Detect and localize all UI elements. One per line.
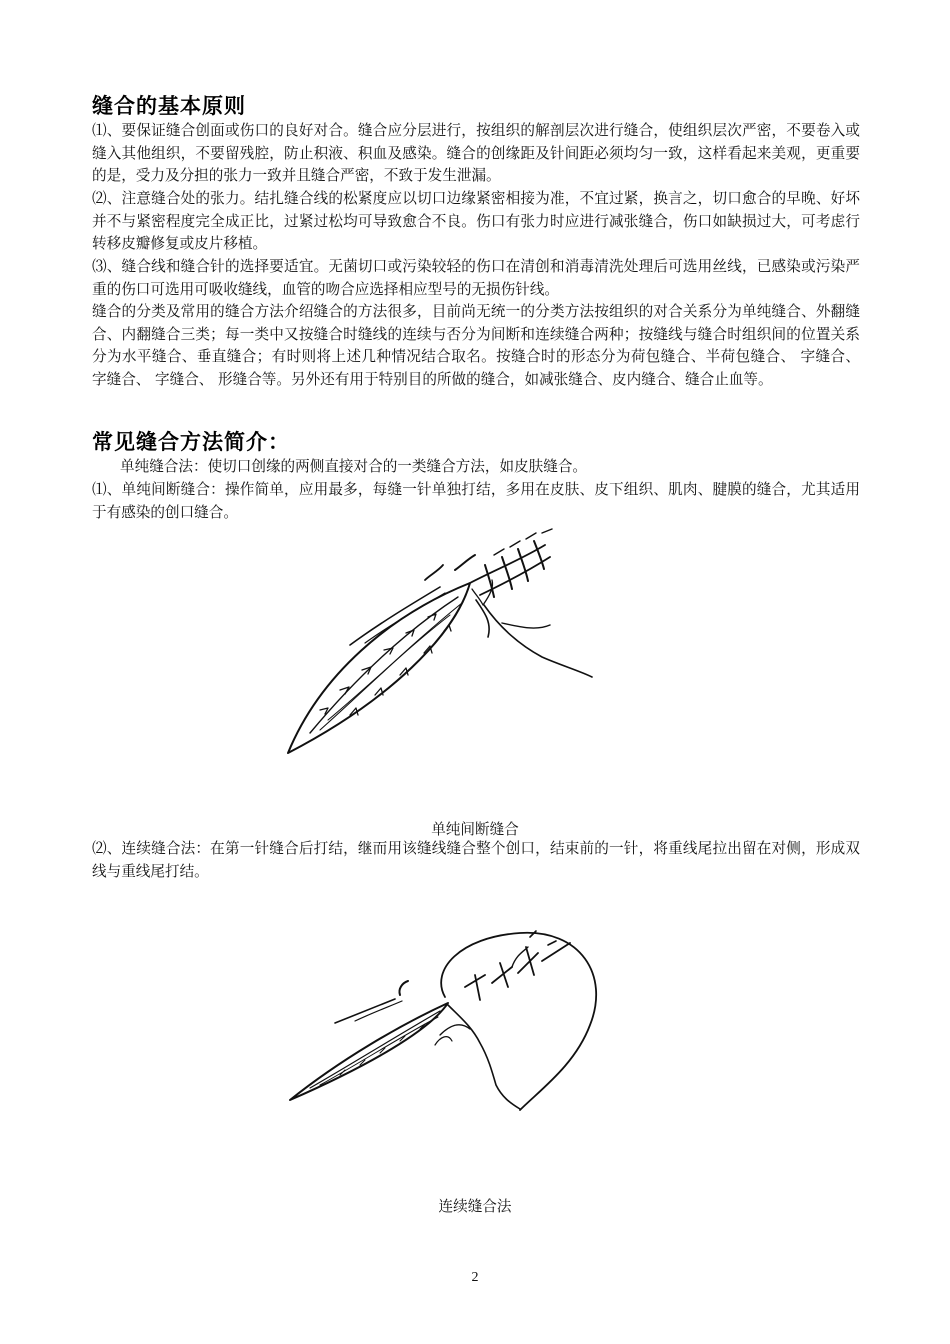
paragraph-continuous-suture: ⑵、连续缝合法：在第一针缝合后打结，继而用该缝线缝合整个创口，结束前的一针，将重线尾拉出留在对侧，形成双线与重线尾打结。 [92, 840, 860, 880]
paragraph-principle-2: ⑵、注意缝合处的张力。结扎缝合线的松紧度应以切口边缘紧密相接为准，不宜过紧，换言之，切口愈合的早晚、好坏并不与紧密程度完全成正比，过紧过松均可导致愈合不良。伤口有张力时应进行减张缝合，伤口如缺损过大，可考虑行转移皮瓣修复或皮片移植。 [92, 190, 860, 253]
paragraph-principle-1: ⑴、要保证缝合创面或伤口的良好对合。缝合应分层进行，按组织的解剖层次进行缝合，使组织层次严密，不要卷入或缝入其他组织，不要留残腔，防止积液、积血及感染。缝合的创缘距及针间距必须均匀一致，这样看起来美观，更重要的是，受力及分担的张力一致并且缝合严密，不致于发生泄漏。 [92, 122, 860, 185]
figure-caption-interrupted: 单纯间断缝合 [431, 821, 519, 838]
paragraph-principle-3: ⑶、缝合线和缝合针的选择要适宜。无菌切口或污染较轻的伤口在清创和消毒清洗处理后可选用丝线，已感染或污染严重的伤口可选用可吸收缝线，血管的吻合应选择相应型号的无损伤针线。 [92, 258, 860, 298]
paragraph-classification: 缝合的分类及常用的缝合方法介绍缝合的方法很多，目前尚无统一的分类方法按组织的对合关系分为单纯缝合、外翻缝合、内翻缝合三类；每一类中又按缝合时缝线的连续与否分为间断和连续缝合两种；按缝线与缝合时组织间的位置关系分为水平缝合、垂直缝合；有时则将上述几种情况结合取名。按缝合时的形态分为荷包缝合、半荷包缝合、 字缝合、 字缝合、 字缝合、 形缝合等。另外还有用于特别目的所做的缝合，如减张缝合、皮内缝合、缝合止血等。 [92, 303, 860, 388]
section-title-common-methods: 常见缝合方法简介： [92, 430, 290, 454]
paragraph-simple-suture-intro: 单纯缝合法：使切口创缘的两侧直接对合的一类缝合方法，如皮肤缝合。 [120, 458, 588, 475]
figure-continuous-suture [280, 925, 620, 1125]
figure-interrupted-suture [280, 525, 610, 770]
section-title-basic-principles: 缝合的基本原则 [92, 94, 246, 118]
interrupted-suture-illustration [280, 525, 610, 770]
continuous-suture-illustration [280, 925, 620, 1125]
figure-caption-continuous: 连续缝合法 [438, 1198, 512, 1215]
page-number: 2 [471, 1270, 479, 1285]
paragraph-interrupted-suture: ⑴、单纯间断缝合：操作简单，应用最多，每缝一针单独打结，多用在皮肤、皮下组织、肌肉、腱膜的缝合，尤其适用于有感染的创口缝合。 [92, 481, 860, 521]
